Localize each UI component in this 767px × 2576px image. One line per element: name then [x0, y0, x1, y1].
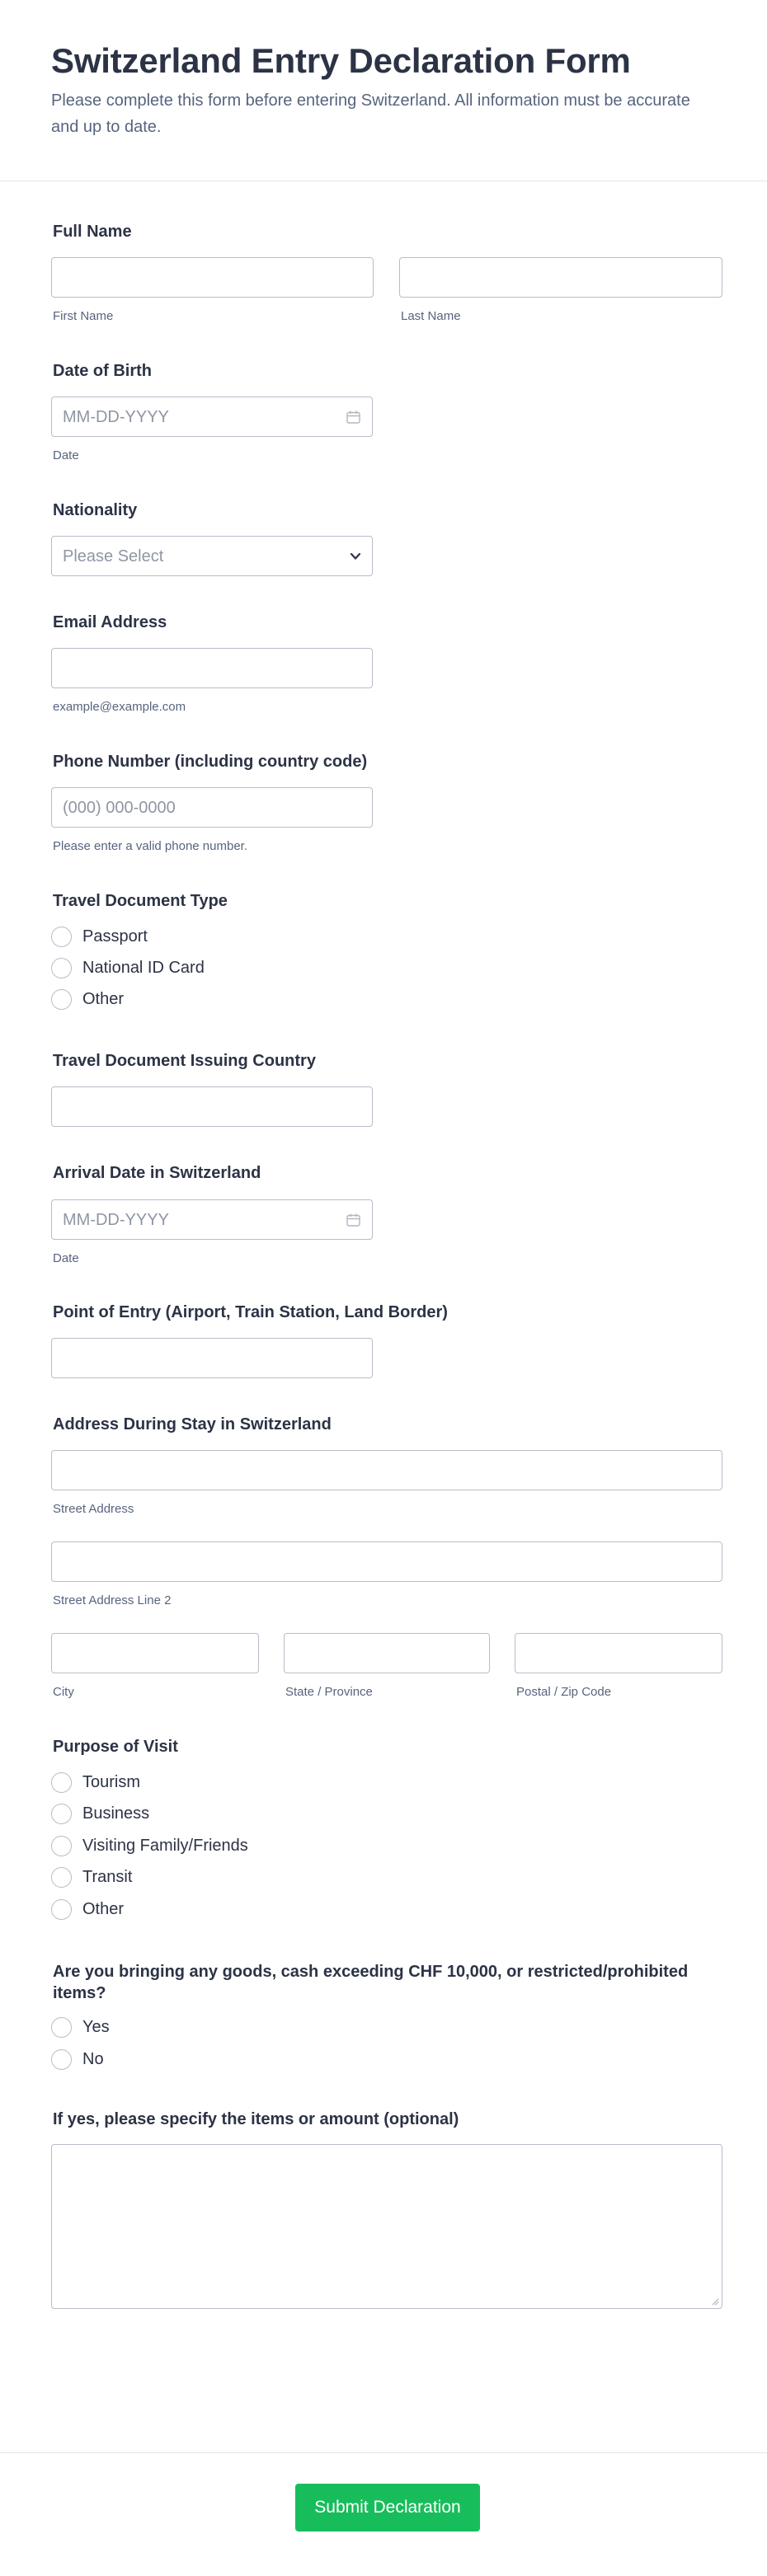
dob-placeholder: MM-DD-YYYY: [63, 408, 169, 426]
radio-label: Transit: [82, 1868, 133, 1886]
radio-label: Business: [82, 1804, 150, 1823]
phone-placeholder: (000) 000-0000: [63, 799, 176, 817]
street-address-input[interactable]: [51, 1450, 722, 1490]
entry-point-input[interactable]: [51, 1338, 373, 1378]
radio-circle[interactable]: [51, 1836, 72, 1856]
full-name-label: Full Name: [53, 223, 132, 241]
radio-circle[interactable]: [51, 2049, 72, 2070]
doc-country-input[interactable]: [51, 1086, 373, 1127]
form-subtitle: Please complete this form before entering Switzerland. All information must be accurate and up to date.: [51, 91, 690, 136]
radio-circle[interactable]: [51, 927, 72, 947]
state-input[interactable]: [284, 1633, 490, 1673]
radio-label: Tourism: [82, 1773, 141, 1791]
radio-circle[interactable]: [51, 1804, 72, 1824]
resize-grip-icon[interactable]: [711, 2297, 719, 2306]
chevron-down-icon: [349, 551, 362, 562]
email-sublabel: example@example.com: [53, 700, 186, 714]
arrival-label: Arrival Date in Switzerland: [53, 1164, 261, 1182]
street-address-sublabel: Street Address: [53, 1502, 134, 1516]
dob-sublabel: Date: [53, 448, 79, 462]
radio-label: Other: [82, 990, 125, 1008]
calendar-icon[interactable]: [346, 1213, 360, 1227]
last-name-input[interactable]: [399, 257, 722, 298]
city-input[interactable]: [51, 1633, 259, 1673]
dob-input[interactable]: [51, 396, 373, 437]
city-sublabel: City: [53, 1685, 74, 1699]
email-label: Email Address: [53, 613, 167, 631]
arrival-placeholder: MM-DD-YYYY: [63, 1211, 169, 1229]
first-name-sublabel: First Name: [53, 309, 114, 323]
specify-textarea[interactable]: [51, 2144, 722, 2309]
goods-label: Are you bringing any goods, cash exceeding CHF 10,000, or restricted/prohibited items?: [53, 1963, 689, 2002]
dob-label: Date of Birth: [53, 362, 152, 380]
doc-type-label: Travel Document Type: [53, 892, 228, 910]
phone-input[interactable]: [51, 787, 373, 828]
submit-button[interactable]: Submit Declaration: [295, 2484, 480, 2531]
phone-sublabel: Please enter a valid phone number.: [53, 839, 247, 853]
radio-label: Visiting Family/Friends: [82, 1837, 248, 1855]
nationality-selected-value: Please Select: [63, 547, 164, 565]
radio-circle[interactable]: [51, 958, 72, 978]
street-address-2-input[interactable]: [51, 1541, 722, 1582]
radio-label: National ID Card: [82, 959, 205, 977]
radio-circle[interactable]: [51, 2017, 72, 2038]
form-title: Switzerland Entry Declaration Form: [51, 41, 631, 80]
form-header: [0, 0, 767, 181]
nationality-label: Nationality: [53, 501, 138, 519]
first-name-input[interactable]: [51, 257, 374, 298]
radio-circle[interactable]: [51, 1772, 72, 1793]
last-name-sublabel: Last Name: [401, 309, 461, 323]
radio-label: Yes: [82, 2018, 110, 2036]
doc-country-label: Travel Document Issuing Country: [53, 1052, 316, 1070]
arrival-sublabel: Date: [53, 1251, 79, 1265]
zip-input[interactable]: [515, 1633, 722, 1673]
specify-label: If yes, please specify the items or amount (optional): [53, 2110, 459, 2128]
radio-label: Other: [82, 1900, 125, 1918]
street-address-2-sublabel: Street Address Line 2: [53, 1593, 172, 1607]
arrival-date-input[interactable]: [51, 1199, 373, 1240]
radio-circle[interactable]: [51, 1867, 72, 1888]
nationality-select[interactable]: [51, 536, 373, 576]
radio-circle[interactable]: [51, 989, 72, 1010]
zip-sublabel: Postal / Zip Code: [516, 1685, 612, 1699]
purpose-label: Purpose of Visit: [53, 1738, 178, 1756]
address-label: Address During Stay in Switzerland: [53, 1415, 332, 1433]
radio-circle[interactable]: [51, 1899, 72, 1920]
calendar-icon[interactable]: [346, 411, 360, 424]
radio-label: No: [82, 2050, 104, 2068]
state-sublabel: State / Province: [285, 1685, 373, 1699]
radio-label: Passport: [82, 927, 148, 945]
phone-label: Phone Number (including country code): [53, 753, 368, 771]
email-input[interactable]: [51, 648, 373, 688]
entry-point-label: Point of Entry (Airport, Train Station, Land Border): [53, 1303, 448, 1321]
